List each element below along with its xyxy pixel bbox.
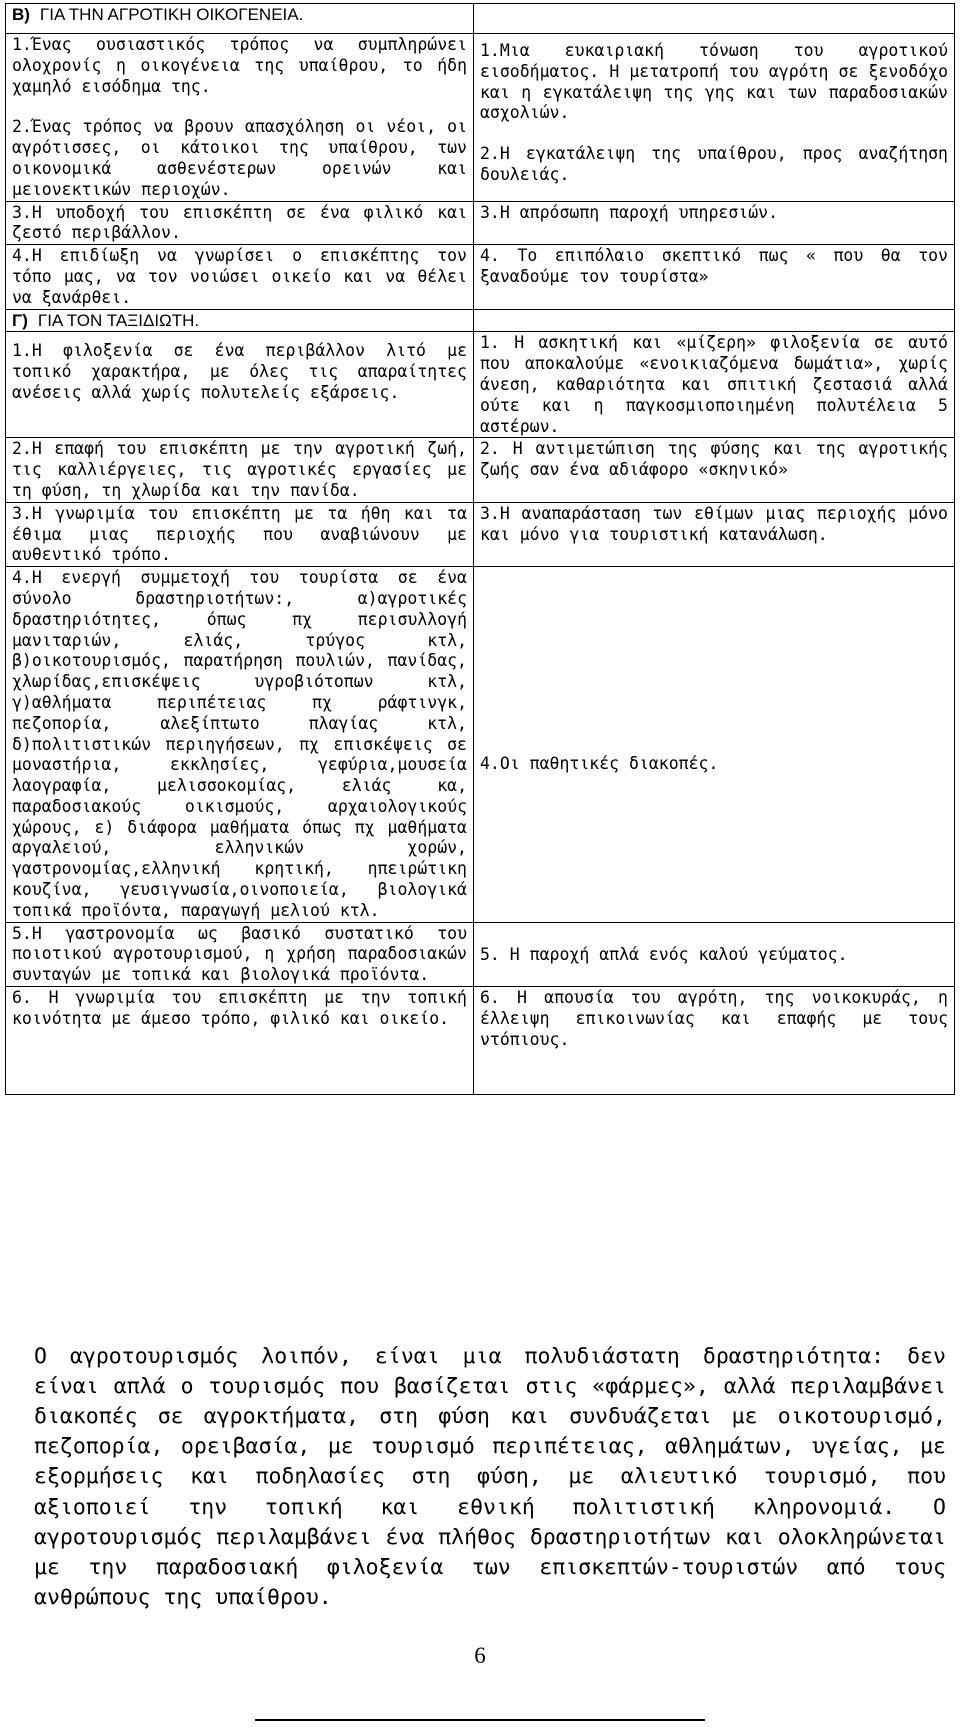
table-cell-left: [6, 201, 474, 245]
table-row: [6, 34, 955, 202]
section-b-title: ΓΙΑ ΤΗΝ ΑΓΡΟΤΙΚΗ ΟΙΚΟΓΕΝΕΙΑ.: [39, 5, 304, 24]
b-left-1: 1.Ένας ουσιαστικός τρόπος να συμπληρώνει ολοχρονίς η οικογένεια της υπαίθρου, το ήδη χαμηλό εισόδημα της.: [12, 35, 467, 96]
section-b-heading-cell: [6, 4, 474, 34]
table-cell-left: [6, 502, 474, 566]
c-right-6: 6. Η απουσία του αγρότη, της νοικοκυράς, η έλλειψη επικοινωνίας και επαφής με τους ντόπιους.: [480, 988, 948, 1049]
c-right-4: 4.Οι παθητικές διακοπές.: [480, 754, 719, 774]
section-b-label: Β): [12, 5, 30, 24]
table-cell-right: [474, 502, 955, 566]
c-right-5: 5. Η παροχή απλά ενός καλού γεύματος.: [480, 944, 848, 964]
b-left-3: 3.Η υποδοχή του επισκέπτη σε ένα φιλικό και ζεστό περιβάλλον.: [12, 202, 467, 243]
c-left-2: 2.Η επαφή του επισκέπτη με την αγροτική ζωή, τις καλλιέργειες, τις αγροτικές εργασίες με τη φύση, τη χλωρίδα και την πανίδα.: [12, 439, 467, 500]
table-cell-left: [6, 987, 474, 1095]
table-row: [6, 332, 955, 438]
body-paragraph: Ο αγροτουρισμός λοιπόν, είναι μια πολυδιάστατη δραστηριότητα: δεν είναι απλά ο τουρισμός που βασίζεται στις «φάρμες», αλλά περιλαμβάνει διακοπές σε αγροκτήματα, στη φύση και συνδυάζεται με οικοτουρισμό, πεζοπορία, ορειβασία, με τουρισμό περιπέτειας, αθλημάτων, υγείας, με εξορμήσεις και ποδηλασίες στη φύση, με αλιευτικό τουρισμό, που αξιοποιεί την τοπική και εθνική πολιτιστική κληρονομιά. Ο αγροτουρισμός περιλαμβάνει ένα πλήθος δραστηριοτήτων και ολοκληρώνεται με την παραδοσιακή φιλοξενία των επισκεπτών-τουριστών από τους ανθρώπους της υπαίθρου.: [34, 1343, 946, 1611]
section-c-heading-cell: [6, 309, 474, 332]
section-c-heading-right-cell: [474, 309, 955, 332]
table-cell-right: [474, 987, 955, 1095]
b-right-2: 2.Η εγκατάλειψη της υπαίθρου, προς αναζήτηση δουλειάς.: [480, 144, 948, 184]
table-cell-right: [474, 245, 955, 309]
table-cell-right: [474, 922, 955, 986]
table-row: [6, 245, 955, 309]
b-right-4: 4. Το επιπόλαιο σκεπτικό πως « που θα τον ξαναδούμε τον τουρίστα»: [480, 246, 948, 286]
table-row: [6, 922, 955, 986]
table-cell-left: [6, 245, 474, 309]
table-cell-right: [474, 332, 955, 438]
c-right-1: 1. Η ασκητική και «μίζερη» φιλοξενία σε αυτό που αποκαλούμε «ενοικιαζόμενα δωμάτια», χωρίς άνεση, καθαριότητα και σπιτική ζεστασιά αλλά ούτε και η παγκοσμιοποιημένη πολυτέλεια 5 αστέρων.: [480, 333, 948, 436]
c-left-4: 4.Η ενεργή συμμετοχή του τουρίστα σε ένα σύνολο δραστηριοτήτων:, α)αγροτικές δραστηριότητες, όπως πχ περισυλλογή μανιταριών, ελιάς, τρύγος κτλ, β)οικοτουρισμός, παρατήρηση πουλιών, πανίδας, χλωρίδας,επισκέψεις υγροβιότοπων κτλ, γ)αθλήματα περιπέτειας πχ ράφτινγκ, πεζοπορία, αλεξίπτωτο πλαγίας κτλ, δ)πολιτιστικών περιηγήσεων, πχ επισκέψεις σε μοναστήρια, εκκλησίες, γεφύρια,μουσεία λαογραφία, μελισσοκομίας, ελιάς κα, παραδοσιακούς οικισμούς, αρχαιολογικούς χώρους, ε) διάφορα μαθήματα όπως πχ μαθήματα αργαλειού, ελληνικών χορών, γαστρονομίας,ελληνική κρητική, ηπειρώτικη κουζίνα, γευσιγνωσία,οινοποιεία, βιολογικά τοπικά προϊόντα, παραγωγή μελιού κτλ.: [12, 568, 467, 920]
table-row: [6, 438, 955, 502]
c-right-2: 2. Η αντιμετώπιση της φύσης και της αγροτικής ζωής σαν ένα αδιάφορο «σκηνικό»: [480, 439, 948, 480]
c-left-1: 1.Η φιλοξενία σε ένα περιβάλλον λιτό με τοπικό χαρακτήρα, με όλες τις απαραίτητες ανέσεις αλλά χωρίς πολυτελείς εξάρσεις.: [12, 341, 467, 402]
table-cell-left: [6, 567, 474, 923]
section-c-label: Γ): [12, 310, 28, 330]
table-row: [6, 567, 955, 923]
table-row: [6, 309, 955, 332]
table-cell-left: [6, 438, 474, 502]
section-b-heading-right-cell: [474, 4, 955, 34]
table-cell-right: [474, 201, 955, 245]
footer-rule: [255, 1719, 705, 1721]
b-right-1: 1.Μια ευκαιριακή τόνωση του αγροτικού εισοδήματος. Η μετατροπή του αγρότη σε ξενοδόχο και η εγκατάλειψη της γης και των παραδοσιακών ασχολιών.: [480, 41, 948, 123]
comparison-table: [5, 3, 955, 1095]
b-left-2: 2.Ένας τρόπος να βρουν απασχόληση οι νέοι, οι αγρότισσες, οι κάτοικοι της υπαίθρου, των οικονομικά ασθενέστερων ορεινών και μειονεκτικών περιοχών.: [12, 117, 467, 199]
c-right-3: 3.Η αναπαράσταση των εθίμων μιας περιοχής μόνο και μόνο για τουριστική κατανάλωση.: [480, 503, 948, 544]
table-cell-right: [474, 567, 955, 923]
c-left-5: 5.Η γαστρονομία ως βασικό συστατικό του ποιοτικού αγροτουρισμού, η χρήση παραδοσιακών συνταγών με τοπικά και βιολογικά προϊόντα.: [12, 923, 467, 985]
table-cell-right: [474, 438, 955, 502]
table-row: [6, 4, 955, 34]
table-row: [6, 987, 955, 1095]
table-cell-left: [6, 922, 474, 986]
table-cell-left: [6, 332, 474, 438]
table-cell-right: [474, 34, 955, 202]
b-left-4: 4.Η επιδίωξη να γνωρίσει ο επισκέπτης τον τόπο μας, να τον νοιώσει οικείο και να θέλει να ξανάρθει.: [12, 246, 467, 307]
section-c-title: ΓΙΑ ΤΟΝ ΤΑΞΙΔΙΩΤΗ.: [37, 310, 200, 330]
table-row: [6, 201, 955, 245]
page-number: 6: [474, 1643, 486, 1668]
c-left-6: 6. Η γνωριμία του επισκέπτη με την τοπική κοινότητα με άμεσο τρόπο, φιλικό και οικείο.: [12, 988, 467, 1028]
table-row: [6, 502, 955, 566]
table-cell-left: [6, 34, 474, 202]
c-left-3: 3.Η γνωριμία του επισκέπτη με τα ήθη και τα έθιμα μιας περιοχής που αναβιώνουν με αυθεντικό τρόπο.: [12, 503, 467, 565]
b-right-3: 3.Η απρόσωπη παροχή υπηρεσιών.: [480, 202, 779, 222]
